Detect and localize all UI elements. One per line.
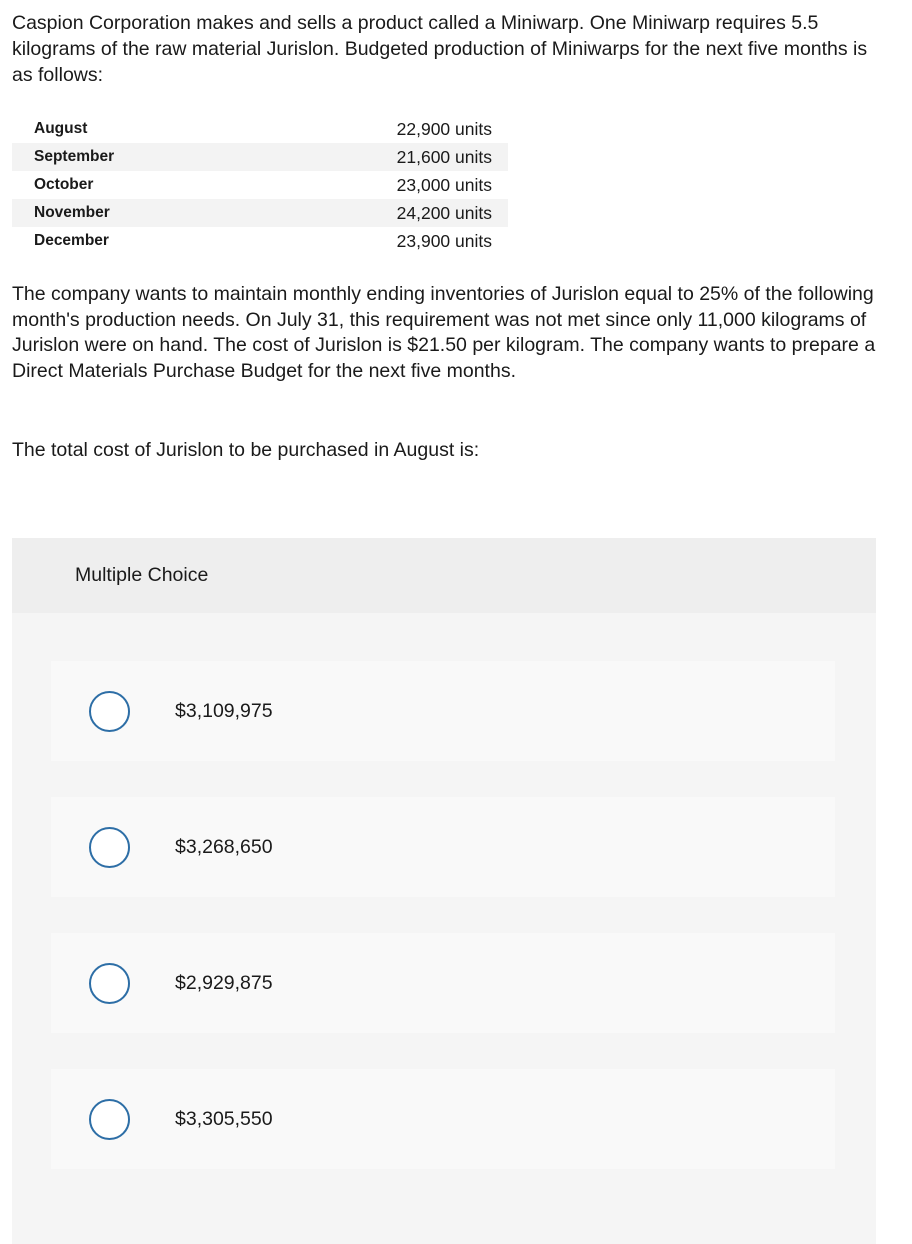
- problem-intro: Caspion Corporation makes and sells a product called a Miniwarp. One Miniwarp requires 5.5 kilograms of the raw material Jurislon. Budgeted production of Miniwarps for the next five months is as follows:: [12, 12, 868, 86]
- table-row: [12, 143, 508, 171]
- multiple-choice-header: [12, 538, 876, 613]
- month-cell: October: [34, 176, 94, 193]
- answer-option[interactable]: [51, 933, 835, 1033]
- units-cell: 23,000 units: [396, 174, 492, 195]
- month-cell: August: [34, 120, 88, 137]
- problem-details: The company wants to maintain monthly ending inventories of Jurislon equal to 25% of the following month's production needs. On July 31, this requirement was not met since only 11,000 kilograms of Jurislon were on hand. The cost of Jurislon is $21.50 per kilogram. The company wants to prepare a Direct Materials Purchase Budget for the next five months.: [12, 283, 876, 382]
- units-cell: 23,900 units: [396, 230, 492, 251]
- option-label: $3,109,975: [175, 699, 273, 722]
- table-row: [12, 115, 508, 143]
- month-cell: December: [34, 232, 109, 249]
- answer-option[interactable]: [51, 661, 835, 761]
- radio-button[interactable]: [89, 1099, 130, 1140]
- units-cell: 24,200 units: [249, 199, 508, 227]
- multiple-choice-title: Multiple Choice: [75, 564, 209, 586]
- multiple-choice-panel: [12, 538, 876, 1244]
- radio-button[interactable]: [89, 691, 130, 732]
- table-row: [12, 227, 508, 255]
- radio-button[interactable]: [89, 827, 130, 868]
- month-cell: September: [12, 143, 249, 171]
- production-table: [12, 115, 508, 255]
- answer-option[interactable]: [51, 1069, 835, 1169]
- option-label: $3,268,650: [175, 835, 273, 858]
- radio-button[interactable]: [89, 963, 130, 1004]
- option-label: $3,305,550: [175, 1107, 273, 1130]
- question-text: The total cost of Jurislon to be purchased in August is:: [12, 439, 480, 461]
- units-cell: 22,900 units: [396, 118, 492, 139]
- units-cell: 21,600 units: [249, 143, 508, 171]
- answer-option[interactable]: [51, 797, 835, 897]
- option-label: $2,929,875: [175, 971, 273, 994]
- month-cell: November: [12, 199, 249, 227]
- table-row: [12, 199, 508, 227]
- table-row: [12, 171, 508, 199]
